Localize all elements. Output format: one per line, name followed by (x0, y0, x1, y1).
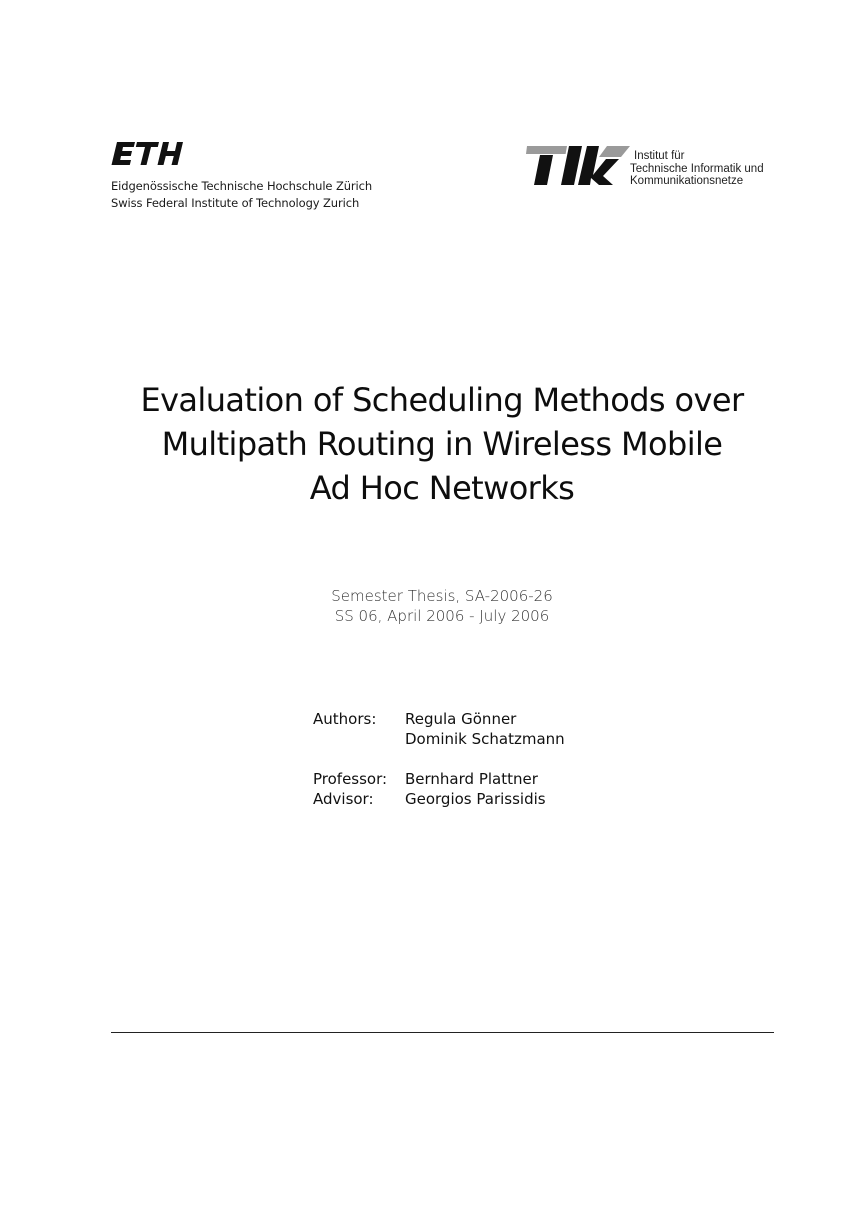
thesis-period: SS 06, April 2006 - July 2006 (334, 607, 550, 625)
advisor-label: Advisor: (313, 790, 374, 808)
tik-logo (525, 146, 631, 186)
tik-line-2: Technische Informatik und (630, 162, 764, 175)
tik-institute-name (630, 150, 764, 188)
authors-names (405, 709, 565, 749)
professor-name: Bernhard Plattner (405, 770, 538, 788)
professor-row (313, 769, 565, 789)
tik-line-1: Institut für (634, 150, 685, 162)
professor-label: Professor: (313, 770, 388, 788)
tik-line-3: Kommunikationsnetze (630, 175, 744, 187)
eth-name-english: Swiss Federal Institute of Technology Zurich (111, 196, 360, 210)
thesis-info (80, 586, 804, 626)
title-line-1: Evaluation of Scheduling Methods over (140, 381, 744, 419)
authors-row (313, 709, 565, 749)
bottom-divider (111, 1032, 774, 1033)
author-name: Dominik Schatzmann (405, 730, 565, 748)
author-name: Regula Gönner (405, 710, 517, 728)
title-line-3: Ad Hoc Networks (309, 469, 575, 507)
eth-name-german: Eidgenössische Technische Hochschule Zürich (111, 179, 373, 193)
advisor-name: Georgios Parissidis (405, 790, 546, 808)
thesis-type: Semester Thesis, SA-2006-26 (331, 587, 553, 605)
document-title (80, 378, 804, 510)
advisor-row (313, 789, 565, 809)
authors-label: Authors: (313, 710, 377, 728)
eth-header (111, 142, 372, 212)
people-block (313, 709, 565, 809)
eth-logo (111, 142, 187, 170)
title-line-2: Multipath Routing in Wireless Mobile (161, 425, 723, 463)
